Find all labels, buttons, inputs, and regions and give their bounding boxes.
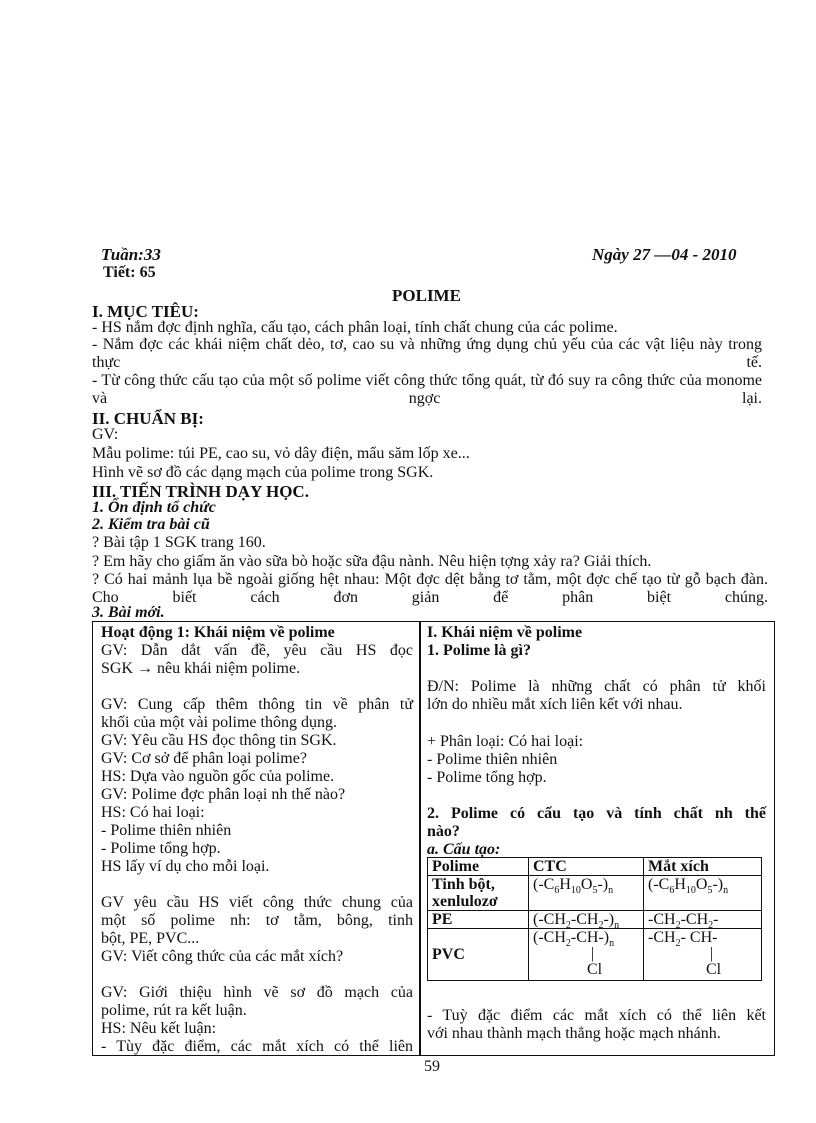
polime-name: PE	[428, 911, 529, 929]
classification-text: + Phân loại: Có hai loại:	[427, 733, 584, 750]
objective-1: - HS nắm đợc định nghĩa, cấu tạo, cách phân loại, tính chất chung của các polime.	[92, 319, 618, 336]
header-cell: CTC	[529, 858, 644, 876]
chlorine-label: Cl	[587, 961, 603, 978]
subheading: 2. Polime có cấu tạo và tính chất nh thế	[427, 805, 766, 822]
conclusion-text: - Tuỳ đặc điểm các mắt xích có thể liên kết	[427, 1007, 766, 1024]
definition-text: lớn do nhiều mắt xích liên kết với nhau.	[427, 696, 683, 713]
step-3: 3. Bài mới.	[92, 604, 165, 621]
conclusion-text: với nhau thành mạch thẳng hoặc mạch nhánh.	[427, 1025, 721, 1042]
table-header-row	[428, 858, 762, 876]
preparation-line: Hình vẽ sơ đồ các dạng mạch của polime trong SGK.	[92, 464, 434, 481]
table-row	[428, 929, 762, 981]
left-line: - Tùy đặc điểm, các mắt xích có thể liên	[101, 1038, 413, 1055]
structure-table	[427, 857, 762, 981]
polime-name: Tinh bột,	[432, 876, 495, 893]
unit-cell: $(-C_6H_{10}O_5-)_n$	[644, 876, 762, 911]
subheading: nào?	[427, 823, 460, 840]
left-line: polime, rút ra kết luận.	[101, 1002, 247, 1019]
objective-2: - Nắm đợc các khái niệm chất dẻo, tơ, cao su và những ứng dụng chủ yếu của các vật liệu này trong thực tế.	[92, 336, 762, 371]
formula-cell: $(-C_6H_{10}O_5-)_n$	[529, 876, 644, 911]
left-line: GV yêu cầu HS viết công thức chung của	[101, 894, 413, 911]
classification-item: - Polime tổng hợp.	[427, 769, 547, 786]
polime-name: xenlulozơ	[432, 893, 498, 910]
left-line: SGK → nêu khái niệm polime.	[101, 660, 301, 677]
preparation-line: Mẫu polime: túi PE, cao su, vỏ dây điện, mẩu săm lốp xe...	[92, 445, 470, 462]
page-title: POLIME	[392, 286, 461, 305]
definition-text: Đ/N: Polime là những chất có phân tử khối	[427, 678, 766, 695]
step-2: 2. Kiểm tra bài cũ	[92, 516, 210, 533]
left-line: HS lấy ví dụ cho mỗi loại.	[101, 858, 270, 875]
page-number: 59	[424, 1058, 440, 1075]
step-1: 1. Ổn định tổ chức	[92, 499, 216, 516]
left-line: bột, PE, PVC...	[101, 930, 200, 947]
left-line: GV: Giới thiệu hình vẽ sơ đồ mạch của	[101, 984, 413, 1001]
week-label: Tuần:33	[101, 245, 161, 264]
left-line: GV: Dẫn dắt vấn đề, yêu cầu HS đọc	[101, 642, 413, 659]
polime-cell	[428, 876, 529, 911]
left-line: khối của một vài polime thông dụng.	[101, 714, 337, 731]
concept-heading: I. Khái niệm về polime	[427, 624, 583, 641]
table-row	[428, 911, 762, 929]
left-line: GV: Yêu cầu HS đọc thông tin SGK.	[101, 732, 337, 749]
objectives-heading: I. MỤC TIÊU:	[92, 302, 199, 321]
header-cell: Mắt xích	[644, 858, 762, 876]
polime-name: PVC	[428, 929, 529, 981]
table-row	[428, 876, 762, 911]
formula-cell: $(-CH_2-CH_2-)_n$	[529, 911, 644, 929]
column-divider	[419, 621, 421, 1056]
chlorine-label: Cl	[706, 961, 722, 978]
process-heading: III. TIẾN TRÌNH DẠY HỌC.	[92, 482, 309, 501]
left-line: HS: Có hai loại:	[101, 804, 205, 821]
preparation-line: GV:	[92, 426, 119, 443]
check-question: ? Có hai mảnh lụa bề ngoài giống hệt nhau: Một đợc dệt bằng tơ tằm, một đợc chế tạo từ gỗ bạch đàn. Cho biết cách đơn giản để phân biệt chúng.	[92, 571, 768, 606]
check-question: ? Em hãy cho giấm ăn vào sữa bò hoặc sữa đậu nành. Nêu hiện tợng xảy ra? Giải thích.	[92, 553, 652, 570]
left-line: GV: Viết công thức của các mắt xích?	[101, 948, 344, 965]
left-line: HS: Dựa vào nguồn gốc của polime.	[101, 768, 335, 785]
left-line: HS: Nêu kết luận:	[101, 1020, 217, 1037]
unit-cell: $-CH_2-CH_2-$	[644, 911, 762, 929]
period-label: Tiết: 65	[103, 264, 156, 281]
structure-heading: a. Cấu tạo:	[427, 841, 501, 858]
objective-3: - Từ công thức cấu tạo của một số polime viết công thức tổng quát, từ đó suy ra công thức của monome và ngợc lại.	[92, 372, 762, 407]
left-line: - Polime thiên nhiên	[101, 822, 232, 839]
preparation-heading: II. CHUẨN BỊ:	[92, 409, 204, 428]
left-line: - Polime tổng hợp.	[101, 840, 221, 857]
subheading: 1. Polime là gì?	[427, 642, 531, 659]
header-cell: Polime	[428, 858, 529, 876]
check-question: ? Bài tập 1 SGK trang 160.	[92, 534, 266, 551]
left-line: GV: Cơ sở để phân loại polime?	[101, 750, 307, 767]
activity-heading: Hoạt động 1: Khái niệm về polime	[101, 624, 335, 641]
unit-cell: $-CH_2-$ CH- | Cl	[644, 929, 762, 981]
formula-cell: $(-CH_2-CH-)_n$ | Cl	[529, 929, 644, 981]
classification-item: - Polime thiên nhiên	[427, 751, 558, 768]
left-line: GV: Cung cấp thêm thông tin về phân tử	[101, 696, 413, 713]
left-line: một số polime nh: tơ tằm, bông, tinh	[101, 912, 413, 929]
left-line: GV: Polime đợc phân loại nh thế nào?	[101, 786, 346, 803]
date-label: Ngày 27 —04 - 2010	[592, 245, 737, 264]
